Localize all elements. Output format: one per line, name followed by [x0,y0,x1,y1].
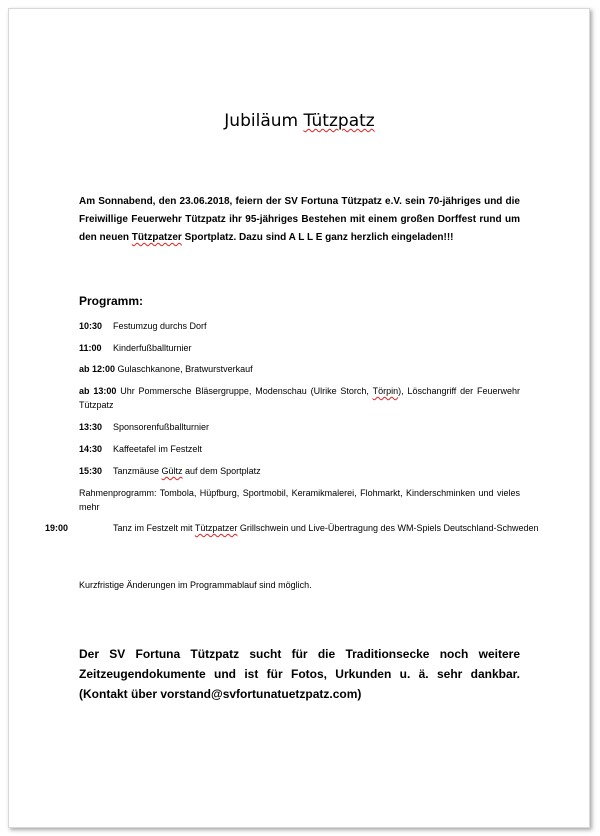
program-item [79,319,520,333]
program-time: 11:00 [79,343,102,353]
program-item [79,464,520,478]
closing-paragraph: Der SV Fortuna Tützpatz sucht für die Traditionsecke noch weitere Zeitzeugendokumente und ist für Fotos, Urkunden u. ä. sehr dankbar. (Kontakt über vorstand@svfortunatuetzpatz.com) [79,647,520,701]
program-time: 13:30 [79,422,103,432]
changes-note: Kurzfristige Änderungen im Programmablauf sind möglich. [79,580,312,590]
program-text: Kaffeetafel im Festzelt [113,444,202,454]
intro-paragraph [79,193,520,247]
program-item [79,420,520,434]
program-text: Festumzug durchs Dorf [113,321,207,331]
program-time: ab 13:00 [79,386,117,396]
program-time: 19:00 [45,523,69,533]
program-text: Rahmenprogramm: Tombola, Hüpfburg, Sportmobil, Keramikmalerei, Flohmarkt, Kinderschminken und vieles mehr [79,488,520,512]
title-place-name: Tützpatz [303,111,375,131]
intro-flagged-word: Tützpatzer [131,232,182,243]
program-text: ), Löschangriff der Feuerwehr Tützpatz [79,386,520,410]
program-time: ab 12:00 [79,364,116,374]
program-text: Sponsorenfußballturnier [113,422,210,432]
intro-text-part1: Am Sonnabend, den 23.06.2018, feiern der SV Fortuna Tützpatz e.V. sein 70-jähriges und die Freiwillige Feuerwehr Tützpatz ihr 95-jähriges Bestehen mit einem großen Dorffest rund um den neuen [79,196,520,243]
program-item [79,362,520,376]
program-item [79,384,520,412]
program-text: Kinderfußballturnier [113,343,192,353]
intro-text-part2: Sportplatz. Dazu sind A L L E ganz herzlich eingeladen!!! [181,232,454,243]
program-item [79,486,520,514]
program-text: Tanz im Festzelt mit [113,523,195,533]
program-item [79,341,520,355]
program-flagged-word: Tützpatzer [194,523,238,533]
document-title [79,111,520,131]
program-time: 14:30 [79,444,103,454]
program-time: 15:30 [79,466,103,476]
program-time: 10:30 [79,321,103,331]
document-page [8,8,590,828]
program-item [45,521,554,535]
program-heading: Programm: [79,294,144,308]
program-text: Tanzmäuse [113,466,162,476]
program-text: Uhr Pommersche Bläsergruppe, Modenschau (Ulrike Storch, [116,386,373,396]
program-flagged-word: Gültz [161,466,183,476]
program-text: auf dem Sportplatz [182,466,261,476]
program-text: Gulaschkanone, Bratwurstverkauf [115,364,253,374]
program-flagged-word: Törpin [372,386,399,396]
program-text: Grillschwein und Live-Übertragung des WM-Spiels Deutschland-Schweden [237,523,539,533]
title-text: Jubiläum [224,111,304,131]
program-item [79,442,520,456]
